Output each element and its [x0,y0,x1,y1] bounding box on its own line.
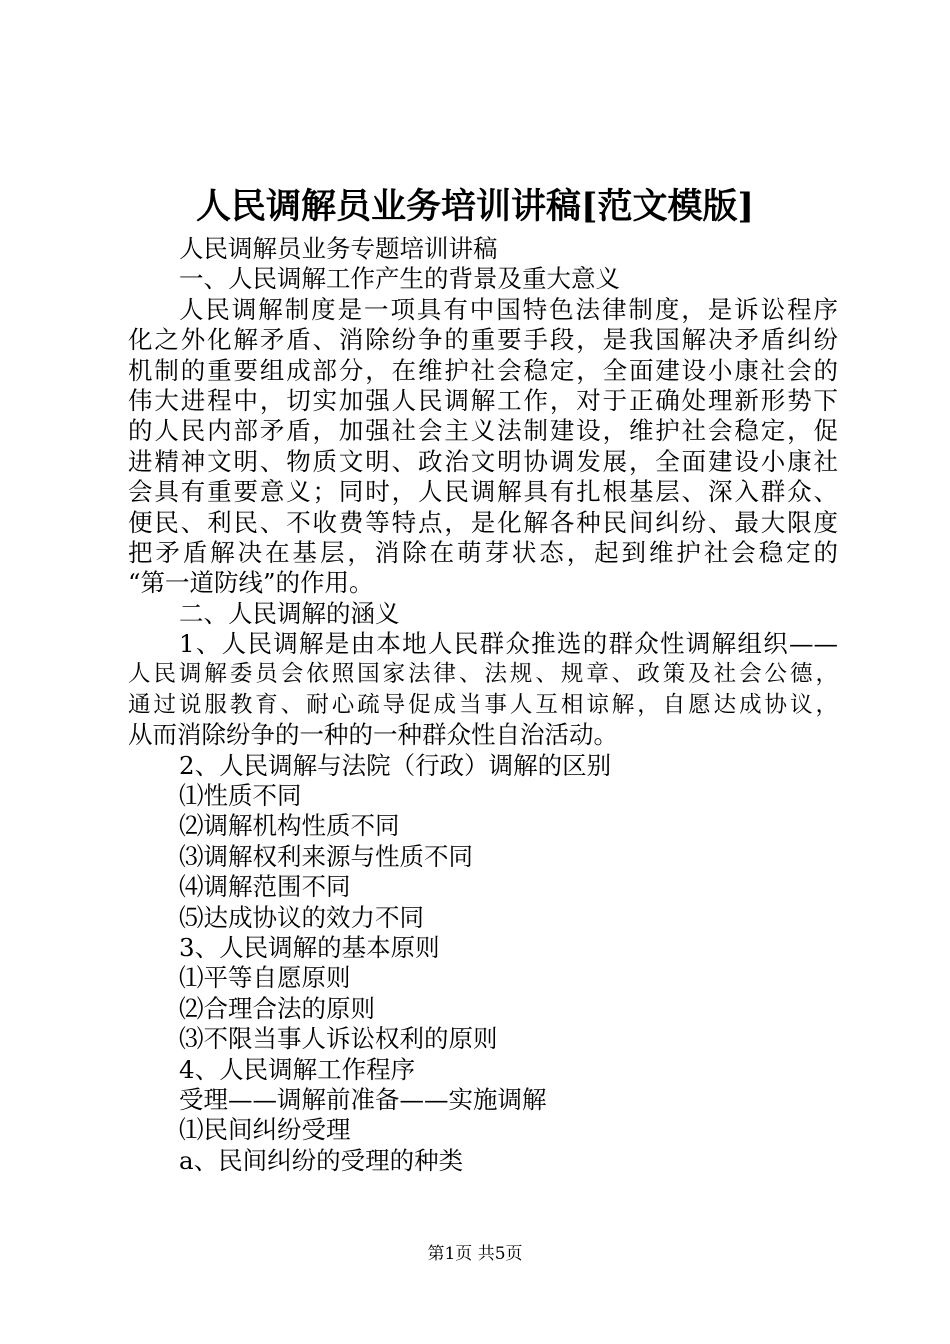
paragraph-line: 人民调解制度是一项具有中国特色法律制度，是诉讼程序 [179,294,838,324]
paragraph-line: 把矛盾解决在基层，消除在萌芽状态，起到维护社会稳定的 [128,537,838,567]
list-item: ⑶不限当事人诉讼权利的原则 [179,1024,498,1054]
list-item: ⑴民间纠纷受理 [179,1115,351,1145]
paragraph-line: 的人民内部矛盾，加强社会主义法制建设，维护社会稳定，促 [128,416,838,446]
document-body [128,234,838,1176]
subsection-heading: 4、人民调解工作程序 [179,1054,416,1084]
paragraph-line: 进精神文明、物质文明、政治文明协调发展，全面建设小康社 [128,446,838,476]
page-footer: 第1页 共5页 [427,1244,523,1264]
list-item: ⑴性质不同 [179,781,302,811]
paragraph-line: 便民、利民、不收费等特点，是化解各种民间纠纷、最大限度 [128,507,838,537]
list-item: ⑴平等自愿原则 [179,963,351,993]
section-heading-1: 一、人民调解工作产生的背景及重大意义 [179,264,620,294]
subtitle-line: 人民调解员业务专题培训讲稿 [179,234,498,263]
list-item: ⑸达成协议的效力不同 [179,902,424,932]
document-title: 人民调解员业务培训讲稿[范文模版] [195,186,755,227]
list-item: ⑵调解机构性质不同 [179,811,400,841]
paragraph-line: 机制的重要组成部分，在维护社会稳定，全面建设小康社会的 [128,355,838,385]
paragraph-line: 从而消除纷争的一种的一种群众性自治活动。 [128,720,618,750]
list-item: ⑶调解权利来源与性质不同 [179,841,473,871]
paragraph-line: “第一道防线”的作用。 [128,568,374,598]
subsection-heading: 3、人民调解的基本原则 [179,932,440,962]
paragraph-line: 会具有重要意义；同时，人民调解具有扎根基层、深入群众、 [128,477,838,507]
list-item: a、民间纠纷的受理的种类 [179,1145,464,1175]
paragraph-line: 伟大进程中，切实加强人民调解工作，对于正确处理新形势下 [128,385,838,415]
section-heading-2: 二、人民调解的涵义 [179,598,400,628]
paragraph-line: 人民调解委员会依照国家法律、法规、规章、政策及社会公德， [128,661,838,688]
paragraph-line: 1、人民调解是由本地人民群众推选的群众性调解组织—— [179,629,838,659]
paragraph-line: 通过说服教育、耐心疏导促成当事人互相谅解，自愿达成协议， [128,691,838,718]
procedure-line: 受理——调解前准备——实施调解 [179,1084,547,1114]
list-item: ⑵合理合法的原则 [179,993,375,1023]
paragraph-line: 化之外化解矛盾、消除纷争的重要手段，是我国解决矛盾纠纷 [128,325,838,355]
list-item: ⑷调解范围不同 [179,872,351,902]
subsection-heading: 2、人民调解与法院（行政）调解的区别 [179,750,612,780]
